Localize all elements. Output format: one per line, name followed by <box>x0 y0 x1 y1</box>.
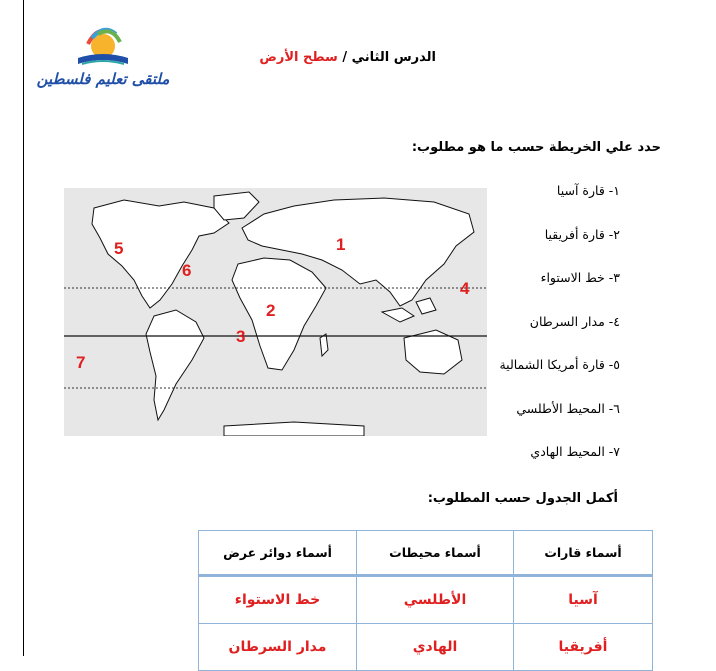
header-oceans: أسماء محيطات <box>357 531 514 576</box>
table-row <box>199 624 653 671</box>
lesson-topic: سطح الأرض <box>259 50 338 65</box>
lesson-title <box>259 50 436 65</box>
world-map <box>64 188 487 436</box>
table-header-row <box>199 531 653 576</box>
map-label-atlantic: 6 <box>182 261 192 280</box>
table-cell: مدار السرطان <box>199 624 357 671</box>
table-cell: خط الاستواء <box>199 576 357 624</box>
question1-title: حدد علي الخريطة حسب ما هو مطلوب: <box>411 140 661 155</box>
list-item: ٦- المحيط الأطلسي <box>516 400 620 416</box>
table-cell: الهادي <box>357 624 514 671</box>
list-item: ٥- قارة أمريكا الشمالية <box>499 357 620 372</box>
map-label-equator: 3 <box>236 327 246 346</box>
list-item: ٣- خط الاستواء <box>540 270 620 285</box>
table-row <box>199 576 653 624</box>
answer-table <box>198 530 653 671</box>
map-label-asia: 1 <box>336 235 346 254</box>
table-cell: آسيا <box>514 576 653 624</box>
logo-icon <box>38 24 168 74</box>
lesson-label: الدرس الثاني <box>351 50 436 65</box>
map-label-tropic-cancer: 4 <box>460 279 470 298</box>
list-item: ٤- مدار السرطان <box>529 313 620 329</box>
header-continents: أسماء قارات <box>514 531 653 576</box>
list-item: ٢- قارة أفريقيا <box>544 226 620 242</box>
list-item: ٧- المحيط الهادي <box>530 444 620 459</box>
map-label-north-america: 5 <box>114 239 124 258</box>
table-cell: أفريقيا <box>514 624 653 671</box>
list-item: ١- قارة آسيا <box>556 183 620 198</box>
map-label-africa: 2 <box>266 301 276 320</box>
question1-list <box>499 182 620 487</box>
map-label-pacific: 7 <box>76 353 86 372</box>
question2-title: أكمل الجدول حسب المطلوب: <box>427 491 618 506</box>
logo-text: ملتقى تعليم فلسطين <box>36 70 170 88</box>
table-cell: الأطلسي <box>357 576 514 624</box>
title-separator: / <box>337 50 352 65</box>
header-latitudes: أسماء دوائر عرض <box>199 531 357 576</box>
